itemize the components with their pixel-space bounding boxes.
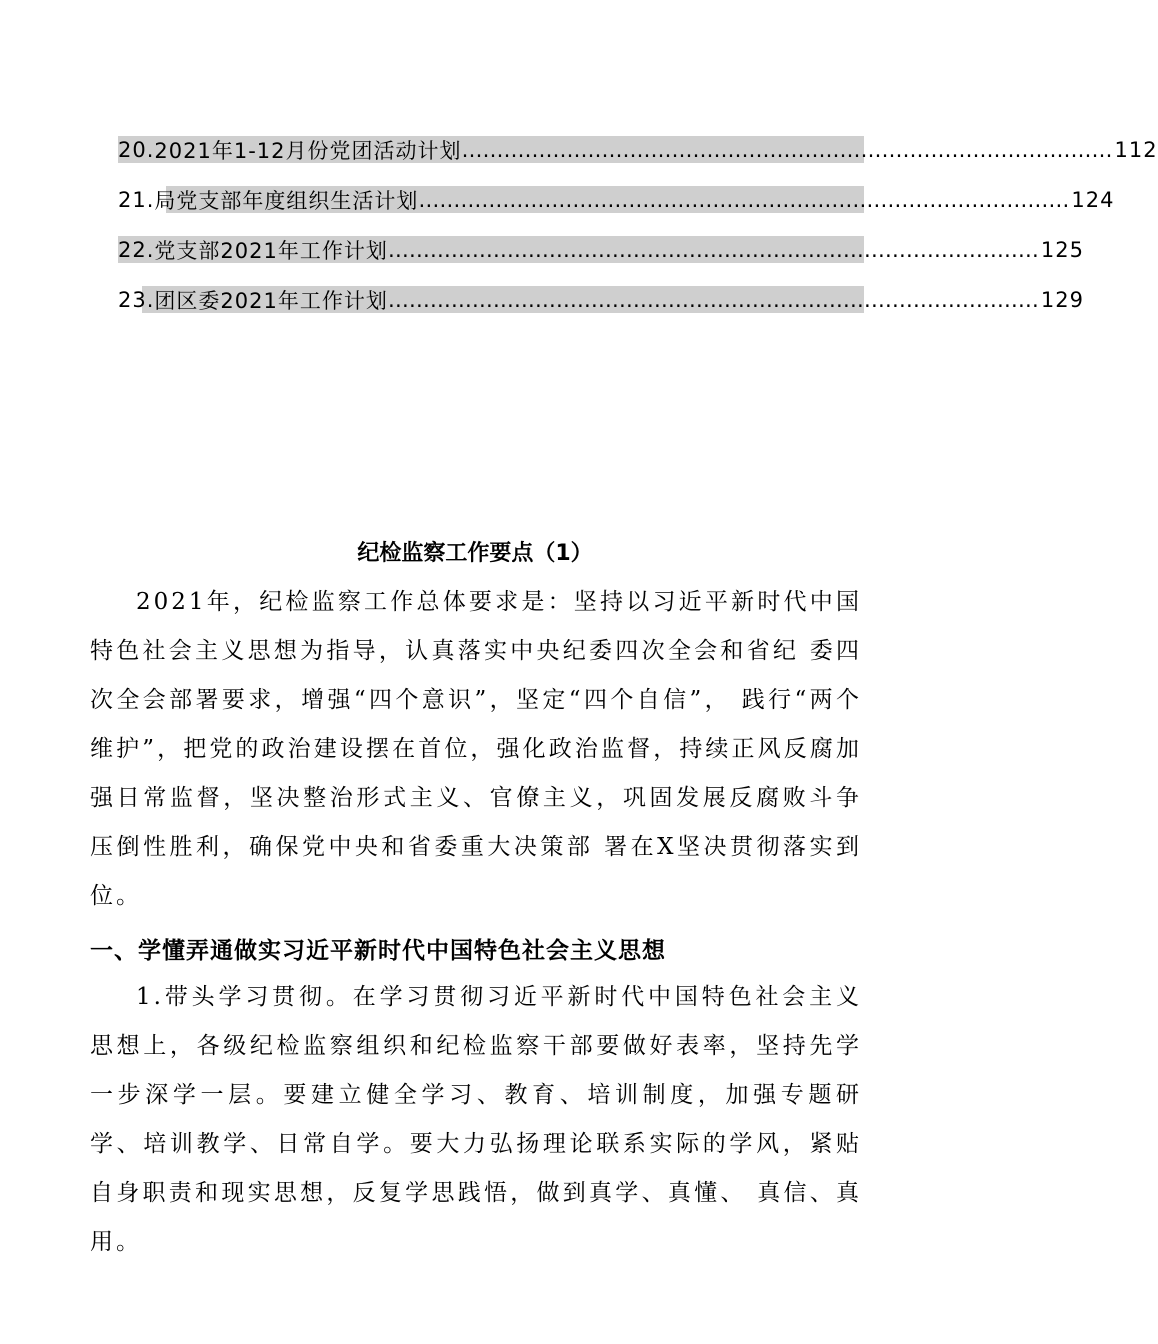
- toc-entry-title: 党支部2021年工作计划: [154, 238, 388, 263]
- toc-leader-dots: …………………………………………………………………………………: [387, 237, 1039, 262]
- table-of-contents: [118, 136, 1158, 336]
- toc-entry-page: 112: [1114, 137, 1158, 162]
- toc-entry-page: 129: [1040, 287, 1084, 312]
- toc-entry-title: 团区委2021年工作计划: [154, 288, 388, 313]
- toc-entry-title: 2021年1-12月份党团活动计划: [154, 138, 462, 163]
- toc-entry-21[interactable]: [118, 186, 1115, 213]
- toc-entry-page: 124: [1071, 187, 1115, 212]
- toc-entry-title: 局党支部年度组织生活计划: [154, 188, 419, 213]
- toc-leader-dots: …………………………………………………………………………………: [387, 287, 1039, 312]
- section-heading: 一、学懂弄通做实习近平新时代中国特色社会主义思想: [90, 938, 666, 964]
- toc-leader-dots: …………………………………………………………………………………: [418, 187, 1070, 212]
- toc-entry-number: 22.: [118, 237, 155, 262]
- toc-entry-number: 21.: [118, 187, 155, 212]
- toc-entry-number: 20.: [118, 137, 155, 162]
- toc-leader-dots: …………………………………………………………………………………: [461, 137, 1113, 162]
- toc-entry-number: 23.: [118, 287, 155, 312]
- section-paragraph: 1.带头学习贯彻。在学习贯彻习近平新时代中国特色社会主义思想上，各级纪检监察组织和纪检监察干部要做好表率，坚持先学一步深学一层。要建立健全学习、教育、培训制度，加强专题研学、培训教学、日常自学。要大力弘扬理论联系实际的学风，紧贴自身职责和现实思想，反复学思践悟，做到真学、真懂、 真信、真用。: [90, 984, 862, 1255]
- toc-entry-page: 125: [1040, 237, 1084, 262]
- toc-entry-23[interactable]: [118, 286, 1084, 313]
- toc-entry-22[interactable]: [118, 236, 1084, 263]
- intro-paragraph: 2021年，纪检监察工作总体要求是：坚持以习近平新时代中国特色社会主义思想为指导，认真落实中央纪委四次全会和省纪 委四次全会部署要求，增强“四个意识”，坚定“四个自信”， 践行“两个维护”，把党的政治建设摆在首位，强化政治监督，持续正风反腐加强日常监督，坚决整治形式主义、官僚主义，巩固发展反腐败斗争压倒性胜利，确保党中央和省委重大决策部 署在X坚决贯彻落实到位。: [90, 589, 862, 909]
- article-title: 纪检监察工作要点（1）: [357, 541, 593, 566]
- toc-entry-20[interactable]: [118, 136, 1158, 163]
